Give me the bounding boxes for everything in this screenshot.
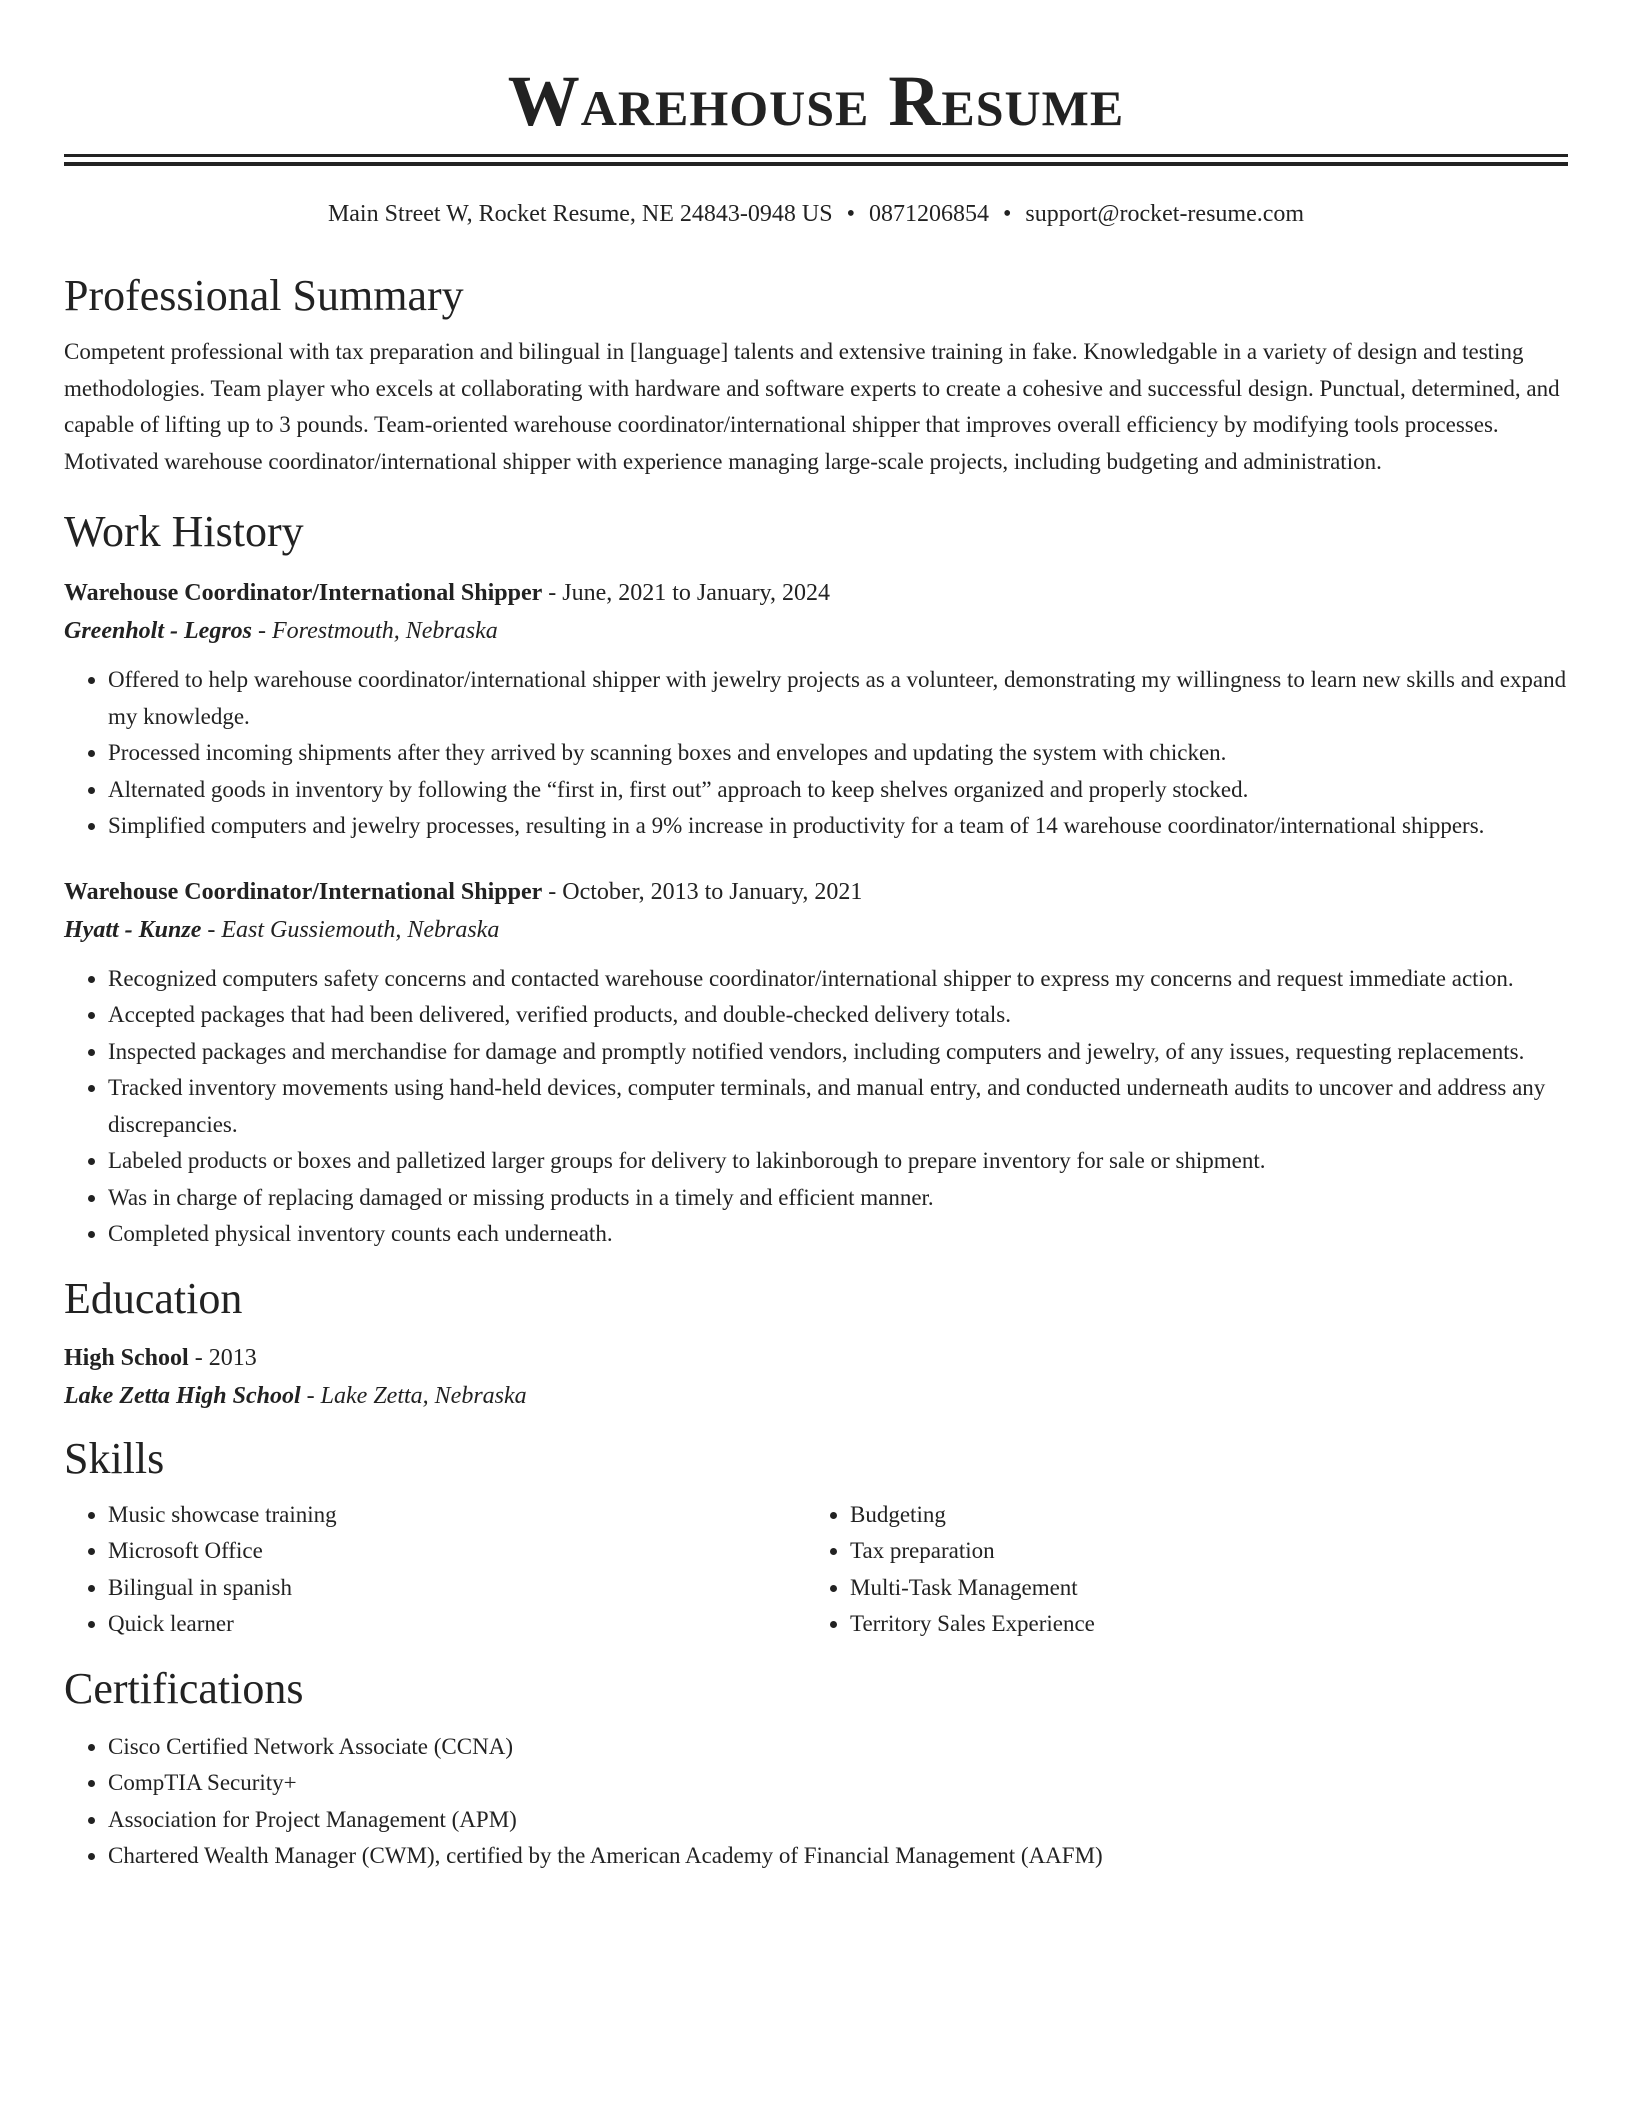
job-location: - East Gussiemouth, Nebraska [201, 916, 500, 943]
job-bullet: • Inspected packages and merchandise for damage and promptly notified vendors, including computers and jewelry, of any issues, requesting replacements. [108, 1034, 1568, 1071]
certification-item: • Chartered Wealth Manager (CWM), certified by the American Academy of Financial Management (AAFM) [108, 1838, 1568, 1875]
certification-item: • CompTIA Security+ [108, 1765, 1568, 1802]
skills-grid [64, 1497, 1568, 1643]
section-heading-certifications: Certifications [64, 1663, 304, 1713]
job-title: Warehouse Coordinator/International Shipper [64, 878, 543, 905]
job-bullet-list [64, 662, 1568, 845]
job-dates: - October, 2013 to January, 2021 [542, 878, 863, 905]
professional-summary-section [64, 268, 1568, 480]
section-heading-work-history: Work History [64, 507, 304, 556]
certifications-list [64, 1729, 1568, 1875]
job-bullet: • Alternated goods in inventory by following the “first in, first out” approach to keep shelves organized and properly stocked. [108, 772, 1568, 809]
skill-item: • Microsoft Office [108, 1533, 806, 1570]
job-bullet: • Tracked inventory movements using hand-held devices, computer terminals, and manual entry, and conducted underneath audits to uncover and address any discrepancies. [108, 1070, 1568, 1143]
education-degree: High School [64, 1344, 189, 1371]
skills-column-left [64, 1497, 806, 1643]
work-history-section [64, 504, 1568, 1253]
title-double-rule [64, 154, 1568, 166]
skill-item: • Bilingual in spanish [108, 1570, 806, 1607]
job-title: Warehouse Coordinator/International Shipper [64, 580, 543, 606]
job-entry [64, 873, 1568, 1253]
job-title-line [64, 574, 1568, 612]
job-title-line [64, 873, 1568, 911]
summary-text: Competent professional with tax preparation and bilingual in [language] talents and extensive training in fake. Knowledgable in a variety of design and testing methodologies. Team player who excels at collaborating with hardware and software experts to create a cohesive and successful design. Punctual, determined, and capable of lifting up to 3 pounds. Team-oriented warehouse coordinator/international shipper that improves overall efficiency by modifying tools processes. Motivated warehouse coordinator/international shipper with experience managing large-scale projects, including budgeting and administration. [64, 339, 1560, 474]
job-bullet: • Simplified computers and jewelry processes, resulting in a 9% increase in productivity for a team of 14 warehouse coordinator/international shippers. [108, 808, 1568, 845]
job-employer: Hyatt - Kunze [64, 916, 202, 943]
skill-item: • Budgeting [850, 1497, 1548, 1534]
section-heading-skills: Skills [64, 1433, 165, 1483]
job-bullet: • Was in charge of replacing damaged or missing products in a timely and efficient manner. [108, 1180, 1568, 1217]
skill-item: • Territory Sales Experience [850, 1606, 1548, 1643]
job-bullet: • Recognized computers safety concerns and contacted warehouse coordinator/international shipper to express my concerns and request immediate action. [108, 961, 1568, 998]
education-section [64, 1271, 1568, 1415]
contact-separator: • [1002, 201, 1012, 227]
job-employer-line [64, 612, 1568, 650]
contact-address: Main Street W, Rocket Resume, NE 24843-0948 US [327, 201, 833, 227]
contact-separator: • [846, 201, 855, 227]
job-entry [64, 574, 1568, 845]
skills-column-right [806, 1497, 1548, 1643]
job-bullet: • Completed physical inventory counts each underneath. [108, 1216, 1568, 1253]
job-location: - Forestmouth, Nebraska [252, 618, 498, 644]
job-bullet: • Labeled products or boxes and palletized larger groups for delivery to lakinborough to prepare inventory for sale or shipment. [108, 1143, 1568, 1180]
job-employer-line [64, 911, 1568, 949]
skills-section [64, 1431, 1568, 1643]
job-bullet: • Processed incoming shipments after they arrived by scanning boxes and envelopes and updating the system with chicken. [108, 735, 1568, 772]
resume-title: Warehouse Resume [507, 61, 1125, 141]
job-bullet: • Offered to help warehouse coordinator/international shipper with jewelry projects as a volunteer, demonstrating my willingness to learn new skills and expand my knowledge. [108, 662, 1568, 735]
job-bullet: • Accepted packages that had been delivered, verified products, and double-checked delivery totals. [108, 997, 1568, 1034]
education-entry [64, 1339, 1568, 1415]
job-bullet-list [64, 961, 1568, 1253]
education-school-line [64, 1377, 1568, 1415]
job-employer: Greenholt - Legros [64, 618, 252, 644]
education-location: - Lake Zetta, Nebraska [300, 1382, 527, 1409]
certifications-section [64, 1661, 1568, 1875]
skill-item: • Quick learner [108, 1606, 806, 1643]
contact-email: support@rocket-resume.com [1025, 201, 1305, 227]
skill-item: • Music showcase training [108, 1497, 806, 1534]
certification-item: • Cisco Certified Network Associate (CCNA) [108, 1729, 1568, 1766]
skill-item: • Tax preparation [850, 1533, 1548, 1570]
job-dates: - June, 2021 to January, 2024 [542, 580, 830, 606]
section-heading-summary: Professional Summary [64, 271, 464, 320]
contact-line [64, 198, 1568, 230]
education-year: - 2013 [188, 1344, 257, 1371]
education-degree-line [64, 1339, 1568, 1377]
section-heading-education: Education [64, 1273, 243, 1323]
certification-item: • Association for Project Management (APM) [108, 1802, 1568, 1839]
contact-phone: 0871206854 [868, 201, 989, 227]
education-school: Lake Zetta High School [64, 1382, 301, 1409]
skill-item: • Multi-Task Management [850, 1570, 1548, 1607]
